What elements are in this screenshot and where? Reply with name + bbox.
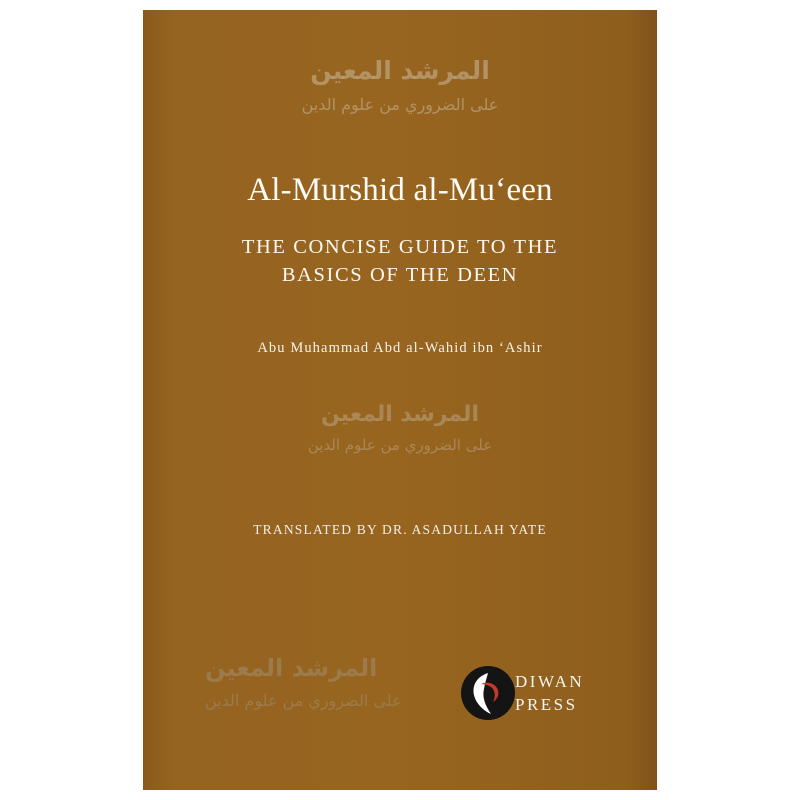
arabic-subtitle-top: على الضروري من علوم الدين	[301, 94, 499, 114]
arabic-watermark-top	[143, 52, 657, 118]
publisher-name-line1: DIWAN	[515, 672, 585, 691]
arabic-title-bottom: المرشد المعين	[205, 654, 378, 682]
diwan-press-logo-icon	[459, 664, 517, 722]
book-author: Abu Muhammad Abd al-Wahid ibn ‘Ashir	[257, 340, 543, 356]
arabic-watermark-bottom	[143, 650, 402, 714]
publisher-logo	[459, 658, 599, 732]
publisher-name	[515, 670, 584, 717]
publisher-name-line2: PRESS	[515, 695, 578, 715]
arabic-subtitle-middle: على الضروري من علوم الدين	[307, 436, 493, 455]
book-cover	[143, 10, 657, 790]
book-translator: TRANSLATED BY DR. ASADULLAH YATE	[253, 522, 547, 537]
arabic-watermark-middle	[143, 398, 657, 457]
book-subtitle	[143, 234, 657, 289]
book-title: Al-Murshid al-Mu‘een	[247, 172, 553, 208]
arabic-subtitle-bottom: على الضروري من علوم الدين	[205, 691, 402, 711]
arabic-title-middle: المرشد المعين	[321, 402, 479, 427]
book-subtitle-line1: THE CONCISE GUIDE TO THE	[241, 236, 559, 258]
book-subtitle-line2: BASICS OF THE DEEN	[281, 263, 519, 286]
arabic-title-top: المرشد المعين	[310, 56, 490, 85]
